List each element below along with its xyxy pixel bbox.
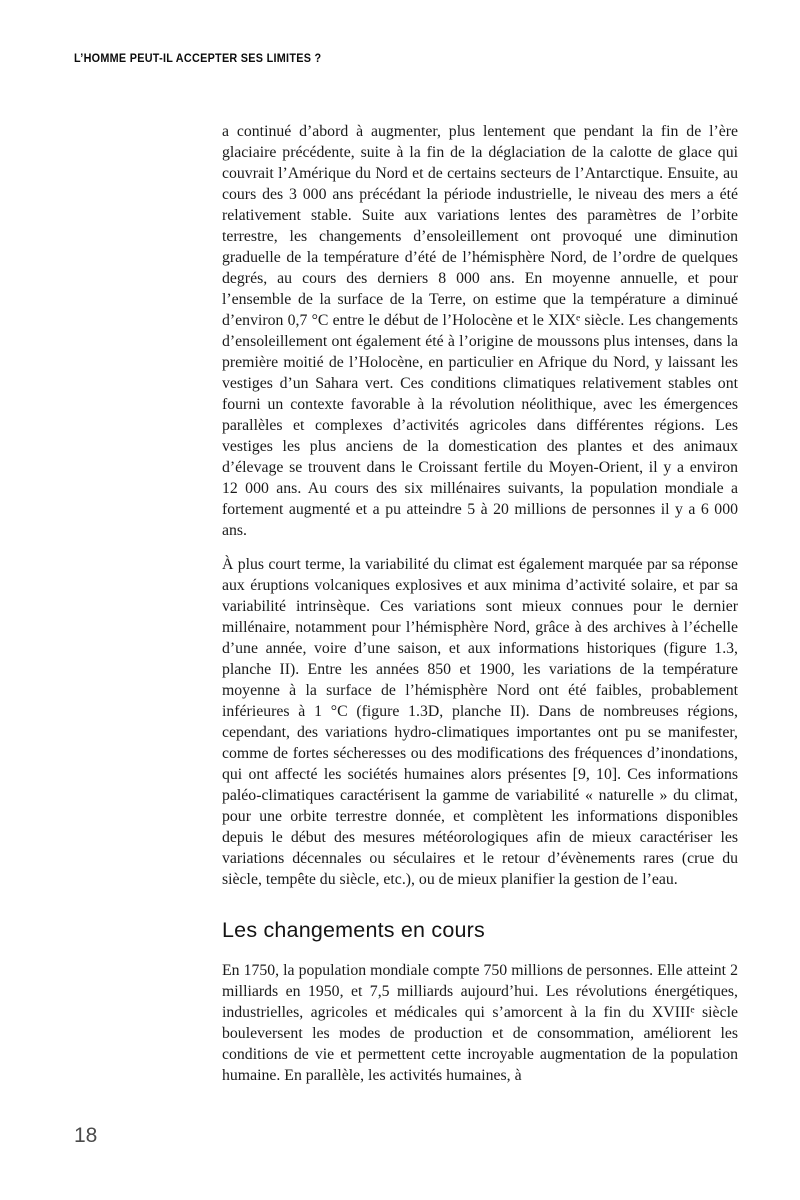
- section-heading: Les changements en cours: [222, 918, 485, 942]
- paragraph-holocene-climate: a continué d’abord à augmenter, plus lentement que pendant la fin de l’ère glaciaire précédente, suite à la fin de la déglaciation de la calotte de glace qui couvrait l’Amérique du Nord et de certains secteurs de l’Antarctique. Ensuite, au cours des 3 000 ans précédant la période industrielle, le niveau des mers a été relativement stable. Suite aux variations lentes des paramètres de l’orbite terrestre, les changements d’ensoleillement ont provoqué une diminution graduelle de la température d’été de l’hémisphère Nord, de l’ordre de quelques degrés, au cours des derniers 8 000 ans. En moyenne annuelle, et pour l’ensemble de la surface de la Terre, on estime que la température a diminué d’environ 0,7 °C entre le début de l’Holocène et le XIXᵉ siècle. Les changements d’ensoleillement ont également été à l’origine de moussons plus intenses, dans la première moitié de l’Holocène, en particulier en Afrique du Nord, y laissant les vestiges d’un Sahara vert. Ces conditions climatiques relativement stables ont fourni un contexte favorable à la révolution néolithique, avec les émergences parallèles et complexes d’activités agricoles dans différentes régions. Les vestiges les plus anciens de la domestication des plantes et des animaux d’élevage se trouvent dans le Croissant fertile du Moyen-Orient, il y a environ 12 000 ans. Au cours des six millénaires suivants, la population mondiale a fortement augmenté et a pu atteindre 5 à 20 millions de personnes il y a 6 000 ans.: [222, 123, 738, 539]
- paragraph-population-growth: En 1750, la population mondiale compte 750 millions de personnes. Elle atteint 2 milliards en 1950, et 7,5 milliards aujourd’hui. Les révolutions énergétiques, industrielles, agricoles et médicales qui s’amorcent à la fin du XVIIIᵉ siècle bouleversent les modes de production et de consommation, améliorent les conditions de vie et permettent cette incroyable augmentation de la population humaine. En parallèle, les activités humaines, à: [222, 962, 738, 1084]
- text-column: [222, 121, 738, 1099]
- page-number: 18: [74, 1124, 98, 1147]
- paragraph-climate-variability: À plus court terme, la variabilité du climat est également marquée par sa réponse aux éruptions volcaniques explosives et aux minima d’activité solaire, et par sa variabilité intrinsèque. Ces variations sont mieux connues pour le dernier millénaire, notamment pour l’hémisphère Nord, grâce à des archives à l’échelle d’une année, voire d’une saison, et aux informations historiques (figure 1.3, planche II). Entre les années 850 et 1900, les variations de la température moyenne à la surface de l’hémisphère Nord ont été faibles, probablement inférieures à 1 °C (figure 1.3D, planche II). Dans de nombreuses régions, cependant, des variations hydro-climatiques importantes ont pu se manifester, comme de fortes sécheresses ou des modifications des fréquences d’inondations, qui ont affecté les sociétés humaines alors présentes [9, 10]. Ces informations paléo-climatiques caractérisent la gamme de variabilité « naturelle » du climat, pour une orbite terrestre donnée, et complètent les informations disponibles depuis le début des mesures météorologiques afin de mieux caractériser les variations décennales ou séculaires et le retour d’évènements rares (crue du siècle, tempête du siècle, etc.), ou de mieux planifier la gestion de l’eau.: [222, 556, 738, 888]
- running-header: L’HOMME PEUT-IL ACCEPTER SES LIMITES ?: [74, 53, 322, 65]
